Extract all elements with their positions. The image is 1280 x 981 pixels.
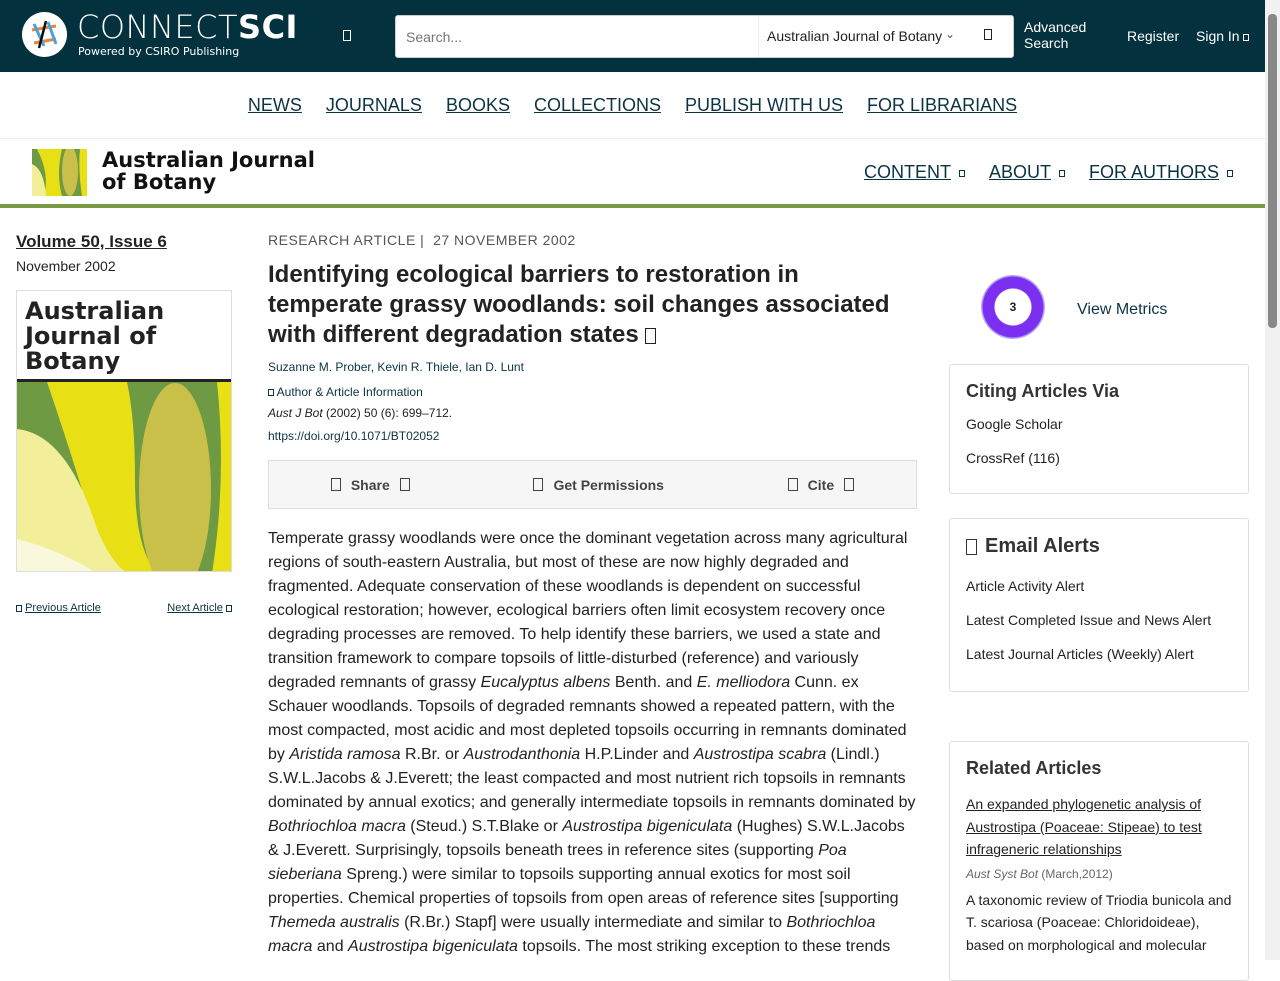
abstract-segment: topsoils. The most striking exception to these trends [517, 938, 891, 955]
journal-name-line1: Australian Journal [102, 148, 315, 172]
abstract-segment: (Hughes) S.W.L.Jacobs & J.Everett. Surprisingly, topsoils beneath trees in reference sites (supporting [268, 818, 905, 859]
cite-button[interactable] [788, 477, 854, 493]
site-header [0, 0, 1265, 72]
abstract-segment: (R.Br.) Stapf] were usually intermediate and similar to [399, 914, 787, 931]
cite-label: Cite [807, 476, 835, 493]
species-name: Austrostipa scabra [693, 746, 827, 763]
species-name: Poa sieberiana [268, 842, 847, 883]
menu-icon[interactable] [343, 30, 351, 41]
altmetric-badge[interactable] [981, 275, 1045, 339]
abstract-segment: and [312, 938, 349, 955]
citing-articles-card [949, 364, 1249, 494]
email-alerts-title [966, 535, 1232, 558]
article-toolbar [268, 460, 917, 509]
citing-title: Citing Articles Via [966, 381, 1120, 401]
next-article-link[interactable] [167, 602, 232, 614]
article-title [268, 260, 917, 350]
user-icon [1243, 34, 1249, 41]
nav-collections[interactable]: COLLECTIONS [533, 95, 662, 115]
issue-sidebar [16, 232, 232, 614]
search-scope-select[interactable] [758, 16, 963, 57]
species-name: Austrostipa bigeniculata [562, 818, 733, 835]
sign-in-link[interactable] [1196, 28, 1249, 44]
about-link[interactable]: ABOUT [988, 162, 1051, 182]
share-icon [331, 478, 341, 491]
issue-cover-image[interactable] [16, 290, 232, 572]
article-title-text: Identifying ecological barriers to restoration in temperate grassy woodlands: soil changes associated with different degradation states [268, 261, 890, 348]
article-navigation [16, 602, 232, 614]
quote-icon [788, 478, 798, 491]
share-label: Share [350, 476, 390, 493]
crossref-link[interactable]: CrossRef (116) [966, 450, 1060, 466]
related-article-source [966, 867, 1232, 881]
previous-article-link[interactable] [16, 602, 101, 614]
previous-article-label: Previous Article [25, 602, 101, 614]
citation-details: (2002) 50 (6): 699–712. [322, 406, 453, 420]
species-name: Austrostipa bigeniculata [348, 938, 518, 955]
right-sidebar [949, 232, 1249, 981]
abstract-segment: Cunn. ex Schauer woodlands. Topsoils of degraded remnants showed a repeated pattern, with the most compacted, most acidic and most depleted topsoils occurring in remnants dominated by [268, 674, 907, 763]
chevron-down-icon: ⌄ [944, 27, 955, 41]
page-scrollbar[interactable] [1265, 0, 1280, 960]
chevron-down-icon [959, 170, 965, 177]
chevron-down-icon [1059, 170, 1065, 177]
doi-link[interactable]: https://doi.org/10.1071/BT02052 [268, 429, 440, 443]
journal-nav-authors[interactable] [1089, 162, 1233, 183]
journal-abbr: Aust J Bot [268, 406, 323, 420]
share-button[interactable] [331, 477, 410, 493]
article-date: 27 NOVEMBER 2002 [433, 232, 576, 248]
article-type: RESEARCH ARTICLE [268, 232, 416, 248]
journal-name[interactable] [102, 149, 315, 193]
for-authors-link[interactable]: FOR AUTHORS [1088, 162, 1219, 182]
metrics-count: 3 [1009, 300, 1017, 314]
abstract-segment: Benth. and [610, 674, 697, 691]
abstract-segment: (Steud.) S.T.Blake or [405, 818, 563, 835]
species-name: Bothriochloa macra [268, 914, 876, 955]
nav-librarians[interactable]: FOR LIBRARIANS [867, 95, 1018, 115]
cover-title [25, 299, 175, 374]
connectsci-logo-icon[interactable] [22, 12, 67, 57]
abstract-segment: R.Br. or [400, 746, 464, 763]
content-link[interactable]: CONTENT [863, 162, 951, 182]
related-article-link[interactable]: An expanded phylogenetic analysis of Austrostipa (Poaceae: Stipeae) to test infrageneric relationships [966, 796, 1202, 857]
author-info-toggle[interactable] [268, 385, 917, 399]
chevron-right-icon [226, 605, 232, 612]
sign-in-label: Sign In [1196, 28, 1240, 44]
article-meta [268, 232, 917, 248]
powered-by: Powered by CSIRO Publishing [78, 45, 240, 58]
journal-nav-about[interactable] [989, 162, 1065, 183]
scrollbar-thumb[interactable] [1268, 14, 1277, 328]
related-articles-card [949, 741, 1249, 981]
register-link[interactable]: Register [1127, 28, 1180, 44]
species-name: E. melliodora [696, 674, 791, 691]
google-scholar-link[interactable]: Google Scholar [966, 416, 1063, 432]
brand-name[interactable] [77, 8, 298, 46]
author-link[interactable]: Ian D. Lunt [465, 360, 524, 374]
nav-news[interactable]: NEWS [247, 95, 302, 115]
alert-link[interactable]: Latest Journal Articles (Weekly) Alert [966, 646, 1194, 662]
expand-icon [268, 389, 274, 396]
bell-icon [966, 539, 977, 555]
species-name: Austrodanthonia [463, 746, 581, 763]
get-permissions-button[interactable] [533, 477, 664, 493]
related-title: Related Articles [966, 758, 1102, 778]
brand-light: CONNECT [77, 8, 239, 46]
related-date: (March,2012) [1038, 866, 1113, 881]
journal-nav [864, 162, 1233, 183]
meta-separator: | [420, 232, 425, 248]
journal-nav-content[interactable] [864, 162, 965, 183]
search-bar [395, 15, 1014, 58]
open-access-icon [645, 328, 656, 344]
advanced-search-link[interactable]: Advanced Search [1024, 19, 1087, 51]
chevron-down-icon [1227, 170, 1233, 177]
author-list: Suzanne M. Prober, Kevin R. Thiele, Ian D. Lunt [268, 360, 524, 374]
nav-books[interactable]: BOOKS [445, 95, 510, 115]
email-alerts-title-text: Email Alerts [985, 535, 1100, 557]
abstract-segment: Temperate grassy woodlands were once the dominant vegetation across many agricultural regions of south-eastern Australia, but most of these are now highly degraded and fragmented. Adequate conservation of these woodlands is dependent on successful ecological restoration; however, ecological barriers often limit ecosystem recovery once degrading processes are removed. To help identify these barriers, we used a state and transition framework to compare topsoils of little-disturbed (reference) and variously degraded remnants of grassy [268, 530, 908, 691]
next-article-label: Next Article [167, 602, 223, 614]
author-link[interactable]: Kevin R. Thiele [377, 360, 459, 374]
search-scope-value: Australian Journal of Botany [767, 28, 943, 44]
cover-artwork [17, 379, 232, 572]
article-main [268, 232, 917, 959]
cover-title-text: Australian Journal of Botany [25, 297, 165, 375]
author-info-label: Author & Article Information [276, 385, 423, 399]
species-name: Aristida ramosa [289, 746, 401, 763]
abstract-text [268, 527, 917, 959]
abstract-segment: Spreng.) were similar to topsoils supporting annual exotics for most soil properties. Chemical properties of topsoils from open areas of reference sites [supporting [268, 866, 899, 907]
main-nav [0, 72, 1265, 139]
abstract-segment: (Lindl.) S.W.L.Jacobs & J.Everett; the least compacted and most nutrient rich topsoils in remnants dominated by annual exotics; and generally intermediate topsoils in remnants dominated by [268, 746, 916, 811]
alert-link[interactable]: Latest Completed Issue and News Alert [966, 612, 1212, 628]
species-name: Themeda australis [268, 914, 400, 931]
brand-bold: SCI [238, 8, 298, 46]
email-alerts-card [949, 518, 1249, 692]
species-name: Bothriochloa macra [268, 818, 406, 835]
view-metrics-link[interactable]: View Metrics [1077, 301, 1168, 318]
permissions-icon [533, 478, 543, 491]
alert-link[interactable]: Article Activity Alert [966, 578, 1085, 594]
journal-logo-icon[interactable] [32, 149, 87, 196]
chevron-down-icon [400, 478, 410, 491]
related-article-link[interactable]: A taxonomic review of Triodia bunicola and T. scariosa (Poaceae: Chloridoideae), based on morphological and molecular [966, 891, 1232, 953]
nav-publish[interactable]: PUBLISH WITH US [685, 95, 844, 115]
search-input[interactable] [396, 16, 758, 57]
metrics-widget [949, 232, 1249, 362]
related-journal: Aust Syst Bot [966, 866, 1039, 881]
issue-date: November 2002 [16, 258, 116, 274]
journal-name-line2: of Botany [102, 170, 217, 194]
citation-line [268, 406, 917, 420]
abstract-segment: H.P.Linder and [580, 746, 694, 763]
search-icon[interactable] [984, 29, 992, 40]
chevron-down-icon [844, 478, 854, 491]
species-name: Eucalyptus albens [480, 674, 611, 691]
author-link[interactable]: Suzanne M. Prober [268, 360, 371, 374]
issue-link[interactable]: Volume 50, Issue 6 [16, 232, 167, 251]
chevron-left-icon [16, 605, 22, 612]
journal-header [0, 140, 1265, 208]
nav-journals[interactable]: JOURNALS [325, 95, 422, 115]
permissions-label: Get Permissions [553, 476, 664, 493]
